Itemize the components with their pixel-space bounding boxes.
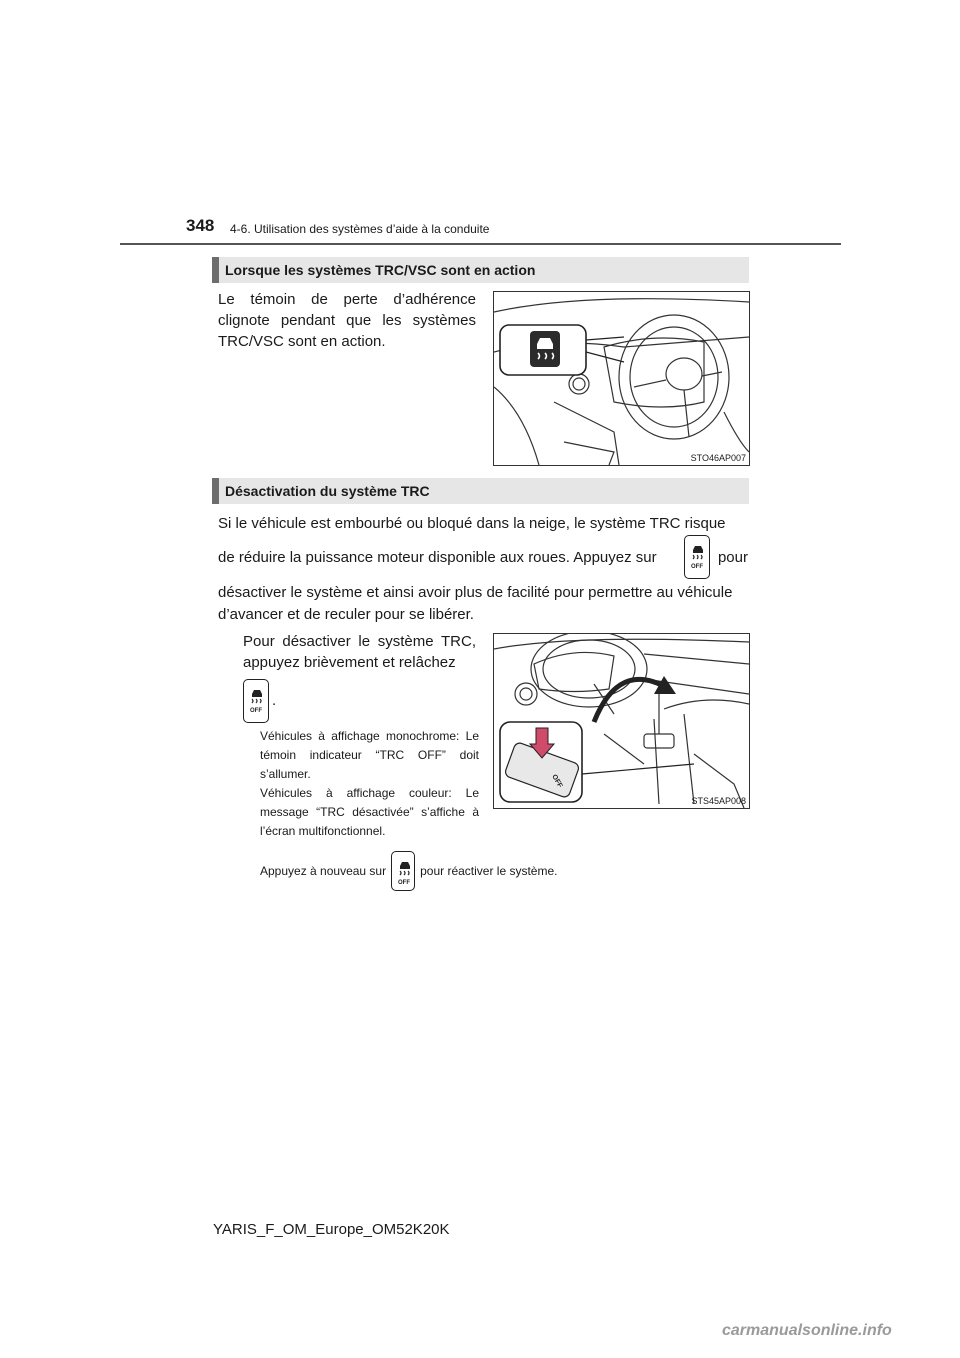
trc-off-button-icon [243, 679, 269, 723]
section2-line4: d’avancer et de reculer pour se libérer. [218, 606, 474, 623]
section2-line2-text: de réduire la puissance moteur disponible aux roues. Appuyez sur [218, 548, 657, 566]
step-button-row [243, 677, 276, 723]
section2-line2-after: pour [717, 548, 748, 566]
section2-line2 [218, 534, 748, 580]
header-divider [120, 243, 841, 245]
reactivate-text-before: Appuyez à nouveau sur [260, 864, 387, 878]
section2-line3: désactiver le système et ainsi avoir plus de facilité pour permettre au véhicule [218, 584, 733, 601]
section-heading-trc-off [212, 478, 749, 504]
trc-vsc-figure [493, 291, 750, 466]
note-color: Véhicules à affichage couleur: Le message “TRC désactivée” s’affiche à l’écran multifonctionnel. [260, 786, 479, 838]
heading-tab [212, 478, 219, 504]
reactivate-text-after: pour réactiver le système. [420, 864, 558, 878]
section-label: 4-6. Utilisation des systèmes d’aide à la conduite [230, 222, 490, 236]
section-heading-trc-vsc [212, 257, 749, 283]
svg-text:OFF: OFF [690, 564, 703, 570]
svg-text:OFF: OFF [250, 708, 262, 714]
section-heading-text: Lorsque les systèmes TRC/VSC sont en action [225, 262, 536, 278]
section2-line1: Si le véhicule est embourbé ou bloqué dans la neige, le système TRC risque [218, 515, 726, 532]
page-number: 348 [186, 216, 215, 235]
figure-code: STS45AP008 [691, 796, 746, 806]
trc-off-button-icon [391, 851, 415, 891]
note-monochrome: Véhicules à affichage monochrome: Le témoin indicateur “TRC OFF” doit s’allumer. [260, 729, 479, 781]
watermark: carmanualsonline.info [722, 1322, 892, 1339]
console-illustration [494, 634, 749, 808]
trc-off-figure [493, 633, 750, 809]
figure-code: STO46AP007 [690, 453, 746, 463]
step-suffix: . [272, 692, 277, 709]
heading-tab [212, 257, 219, 283]
dashboard-illustration [494, 292, 749, 465]
section1-paragraph: Le témoin de perte d’adhérence clignote pendant que les systèmes TRC/VSC sont en action. [218, 291, 476, 350]
document-id: YARIS_F_OM_Europe_OM52K20K [213, 1221, 450, 1238]
section-heading-text: Désactivation du système TRC [225, 483, 430, 499]
step-instruction: Pour désactiver le système TRC, appuyez brièvement et relâchez [243, 633, 476, 671]
svg-text:OFF: OFF [398, 880, 411, 886]
svg-text:OFF: OFF [550, 773, 564, 790]
reactivate-line [260, 850, 557, 892]
trc-off-button-icon [684, 535, 710, 579]
